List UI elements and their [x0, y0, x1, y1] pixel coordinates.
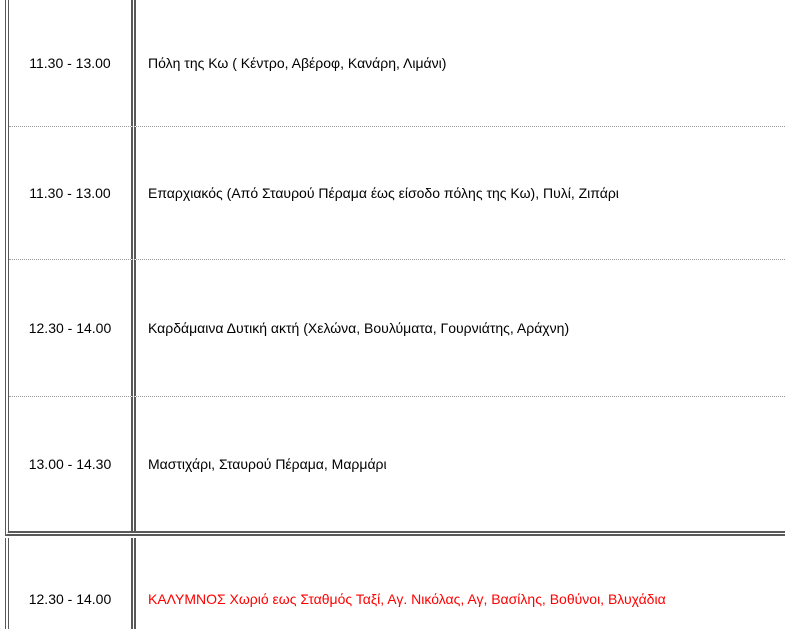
time-range: 13.00 - 14.30 — [28, 456, 112, 472]
time-range: 11.30 - 13.00 — [29, 55, 111, 71]
route-description-cell — [136, 0, 785, 126]
route-description-cell — [136, 260, 785, 396]
route-description: ΚΑΛΥΜΝΟΣ Χωριό εως Σταθμός Ταξί, Αγ. Νικόλας, Αγ, Βασίλης, Βοθύνοι, Βλυχάδια — [148, 590, 666, 607]
route-description-cell — [136, 397, 785, 531]
table-row — [9, 397, 785, 531]
route-description-cell — [136, 538, 785, 629]
table-row — [9, 0, 785, 127]
time-range-cell — [9, 397, 136, 531]
table-row — [9, 127, 785, 260]
route-description: Επαρχιακός (Από Σταυρού Πέραμα έως είσοδο πόλης της Κω), Πυλί, Ζιπάρι — [148, 185, 619, 201]
time-range-cell — [9, 0, 136, 126]
schedule-section-main — [5, 0, 785, 536]
route-description: Πόλη της Κω ( Κέντρο, Αβέροφ, Κανάρη, Λιμάνι) — [148, 55, 447, 71]
route-description: Μαστιχάρι, Σταυρού Πέραμα, Μαρμάρι — [148, 456, 387, 472]
table-row — [9, 538, 785, 629]
time-range-cell — [9, 538, 136, 629]
schedule-section-kalymnos — [5, 538, 785, 629]
time-range: 12.30 - 14.00 — [28, 590, 112, 607]
table-row — [9, 260, 785, 397]
time-range: 12.30 - 14.00 — [28, 320, 112, 336]
outage-schedule-table — [5, 0, 785, 629]
time-range: 11.30 - 13.00 — [29, 185, 111, 201]
time-range-cell — [9, 260, 136, 396]
route-description: Καρδάμαινα Δυτική ακτή (Χελώνα, Βουλύματα, Γουρνιάτης, Αράχνη) — [148, 320, 570, 336]
time-range-cell — [9, 127, 136, 259]
route-description-cell — [136, 127, 785, 259]
